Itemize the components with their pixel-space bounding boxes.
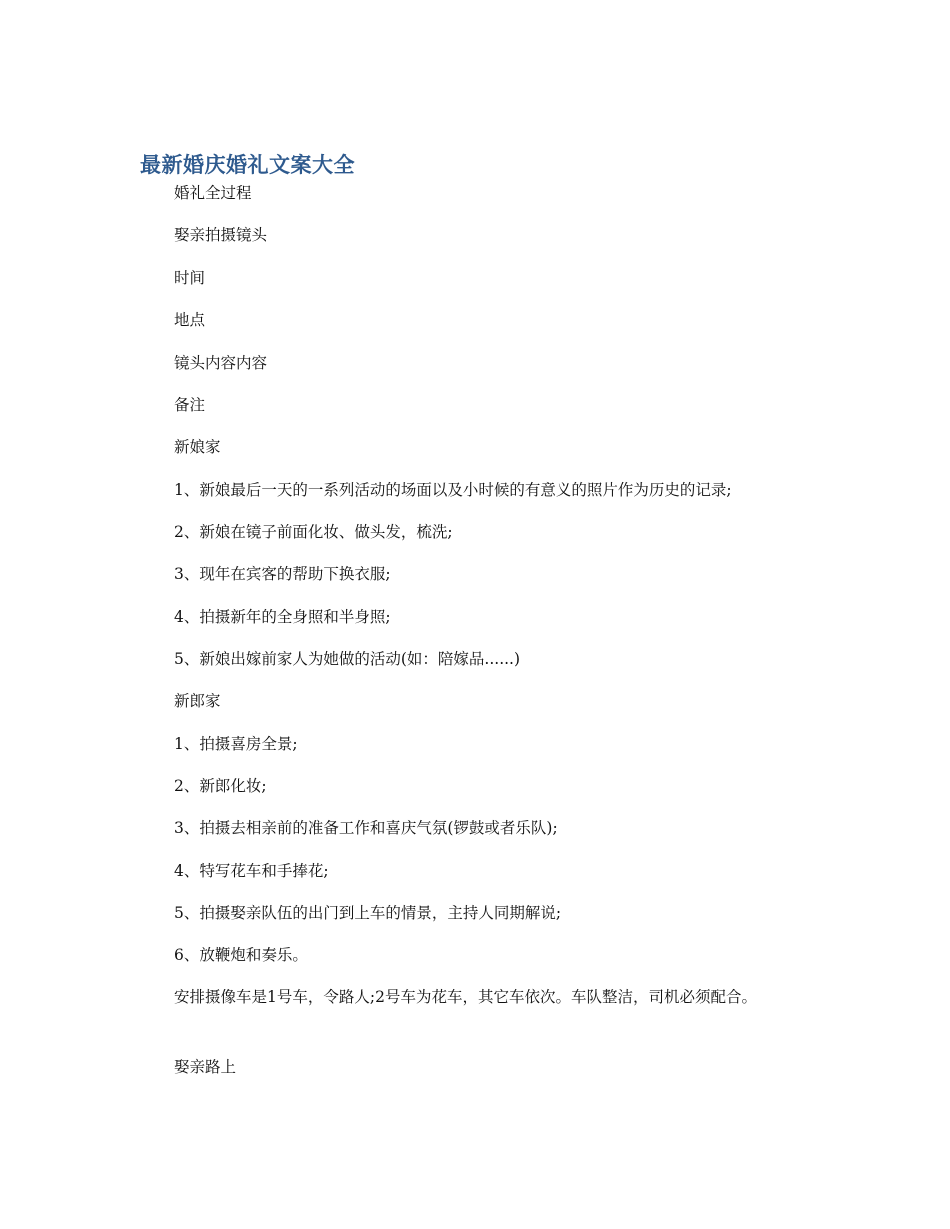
paragraph: 3、现年在宾客的帮助下换衣服; (174, 565, 391, 583)
paragraph: 新娘家 (174, 438, 221, 456)
paragraph: 5、新娘出嫁前家人为她做的活动(如：陪嫁品......) (174, 650, 521, 668)
paragraph: 时间 (174, 269, 206, 287)
paragraph: 3、拍摄去相亲前的准备工作和喜庆气氛(锣鼓或者乐队); (174, 819, 558, 837)
paragraph: 娶亲路上 (174, 1058, 237, 1076)
paragraph: 2、新郎化妆; (174, 777, 267, 795)
paragraph: 1、新娘最后一天的一系列活动的场面以及小时候的有意义的照片作为历史的记录; (174, 481, 732, 499)
paragraph: 安排摄像车是1号车，令路人;2号车为花车，其它车依次。车队整洁，司机必须配合。 (174, 988, 757, 1006)
paragraph: 2、新娘在镜子前面化妆、做头发，梳洗; (174, 523, 453, 541)
paragraph: 5、拍摄娶亲队伍的出门到上车的情景，主持人同期解说; (174, 904, 562, 922)
paragraph: 镜头内容内容 (174, 354, 268, 372)
paragraph: 1、拍摄喜房全景; (174, 735, 298, 753)
paragraph: 新郎家 (174, 692, 221, 710)
paragraph: 娶亲拍摄镜头 (174, 226, 268, 244)
paragraph: 4、拍摄新年的全身照和半身照; (174, 608, 391, 626)
paragraph: 4、特写花车和手捧花; (174, 862, 329, 880)
document-title: 最新婚庆婚礼文案大全 (140, 153, 355, 177)
paragraph: 6、放鞭炮和奏乐。 (174, 946, 308, 964)
paragraph: 备注 (174, 396, 206, 414)
paragraph: 地点 (174, 311, 206, 329)
paragraph: 婚礼全过程 (174, 184, 252, 202)
